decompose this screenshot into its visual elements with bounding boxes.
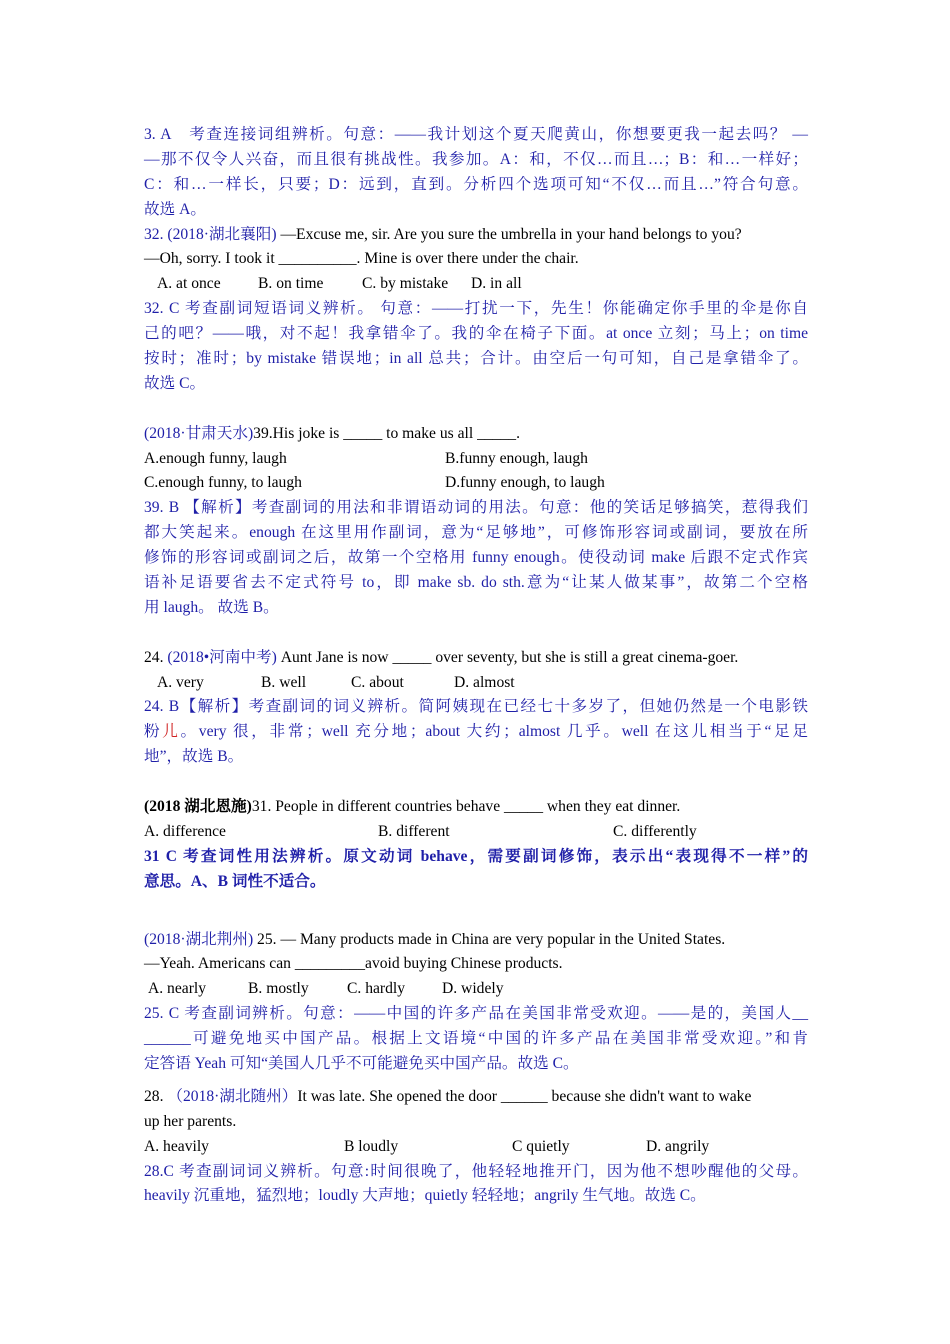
question-text: It was late. She opened the door ______ because she didn't want to wake — [297, 1087, 752, 1105]
explanation-line: 24. B【解析】考查副词的词义辨析。简阿姨现在已经七十多岁了，但她仍然是一个电影铁 — [144, 698, 808, 716]
explanation-line: C：和…一样长，只要；D：远到，直到。分析四个选项可知“不仅…而且…”符合句意。 — [144, 175, 808, 193]
option-c: C. differently — [613, 822, 697, 840]
question-line — [144, 795, 808, 820]
question-line — [144, 422, 808, 447]
option-c: C. about — [351, 673, 404, 691]
explanation-line: 定答语 Yeah 可知“美国人几乎不可能避免买中国产品。故选 C。 — [144, 1054, 579, 1072]
question-block-25 — [144, 928, 808, 1077]
option-a: A.enough funny, laugh — [144, 449, 287, 467]
document-page — [144, 123, 808, 1209]
explanation-line: 用 laugh。 故选 B。 — [144, 598, 279, 616]
explanation-line: 32. C 考查副词短语词义辨析。 句意：——打扰一下，先生！你能确定你手里的伞是你自 — [144, 300, 808, 318]
question-text: 39.His joke is _____ to make us all _____. — [253, 424, 520, 442]
explanation-line: 39. B 【解析】考查副词的用法和非谓语动词的用法。句意：他的笑话足够搞笑，惹得我们 — [144, 499, 808, 517]
question-text: 25. — Many products made in China are very popular in the United States. — [253, 930, 726, 948]
option-b: B.funny enough, laugh — [445, 449, 588, 467]
options-row — [144, 977, 808, 1002]
question-block-39 — [144, 422, 808, 621]
option-d: D. angrily — [646, 1137, 710, 1155]
option-a: A. very — [157, 673, 204, 691]
options-row — [144, 820, 808, 845]
question-line — [144, 223, 808, 248]
explanation-line: 都大笑起来。enough 在这里用作副词，意为“足够地”，可修饰形容词或副词，要放在所 — [144, 524, 808, 542]
explanation-line: 3. A 考查连接词组辨析。句意：——我计划这个夏天爬黄山，你想要更我一起去吗？ — — [144, 126, 808, 143]
explanation-line: 故选 C。 — [144, 374, 206, 392]
question-source: （2018·湖北随州） — [167, 1087, 298, 1105]
option-a: A. nearly — [148, 980, 207, 998]
question-number: 28. — [144, 1087, 168, 1105]
explanation-line: —那不仅令人兴奋，而且很有挑战性。我参加。A：和，不仅…而且…；B：和…一样好； — [144, 150, 808, 168]
explanation-line: 25. C 考查副词辨析。句意：——中国的许多产品在美国非常受欢迎。——是的，美国人__ — [144, 1005, 808, 1023]
highlighted-char: 儿 — [162, 723, 181, 741]
answer-block-3 — [144, 123, 808, 223]
explanation-line: 28.C 考查副词词义辨析。句意:时间很晚了，他轻轻地推开门，因为他不想吵醒他的父母。 — [144, 1162, 808, 1180]
explanation-line: 修饰的形容词或副词之后，故第一个空格用 funny enough。使役动词 make 后跟不定式作宾 — [144, 549, 808, 567]
explanation-line: ______可避免地买中国产品。根据上文语境“中国的许多产品在美国非常受欢迎。”和肯 — [144, 1030, 808, 1048]
option-c: C. by mistake — [362, 275, 449, 293]
options-row — [144, 272, 808, 297]
explanation-line: heavily 沉重地，猛烈地；loudly 大声地；quietly 轻轻地；angrily 生气地。故选 C。 — [144, 1187, 706, 1205]
option-b: B. different — [378, 822, 450, 840]
explanation-line: 31 C 考查词性用法辨析。原文动词 behave，需要副词修饰，表示出“表现得不一样”的 — [144, 847, 808, 865]
question-source: (2018·湖北襄阳) — [167, 225, 277, 243]
option-a: A. at once — [157, 275, 221, 293]
options-row — [144, 1135, 808, 1160]
question-block-28 — [144, 1085, 808, 1209]
explanation-line: 己的吧？——哦，对不起！我拿错伞了。我的伞在椅子下面。at once 立刻；马上；on time — [144, 325, 808, 343]
option-b: B. on time — [258, 275, 324, 293]
explanation-line: 地”，故选 B。 — [144, 748, 244, 766]
explanation-line: 意思。A、B 词性不适合。 — [144, 872, 326, 890]
option-a: A. difference — [144, 822, 226, 840]
explanation-line: 语补足语要省去不定式符号 to，即 make sb. do sth.意为“让某人做某事”，故第二个空格 — [144, 574, 808, 592]
question-line: up her parents. — [144, 1112, 237, 1130]
question-line: —Oh, sorry. I took it __________. Mine is over there under the chair. — [144, 250, 579, 268]
option-c: C.enough funny, to laugh — [144, 474, 302, 492]
question-line — [144, 646, 808, 671]
question-source: (2018·甘肃天水) — [144, 424, 254, 442]
question-line — [144, 928, 808, 953]
options-row — [144, 471, 808, 496]
question-line: —Yeah. Americans can _________avoid buying Chinese products. — [144, 955, 563, 973]
question-source: (2018·湖北荆州) — [144, 930, 254, 948]
explanation-line: 粉儿。very 很，非常；well 充分地；about 大约；almost 几乎。well 在这儿相当于“足足 — [144, 723, 808, 741]
option-c: C quietly — [512, 1137, 570, 1155]
question-source: (2018 湖北恩施) — [144, 798, 252, 816]
option-c: C. hardly — [347, 980, 406, 998]
option-b: B. well — [261, 673, 307, 691]
explanation-line: 故选 A。 — [144, 200, 206, 218]
question-block-24 — [144, 646, 808, 770]
question-source: (2018•河南中考) — [167, 648, 277, 666]
option-d: D. almost — [454, 673, 515, 691]
options-row — [144, 671, 808, 696]
option-d: D. widely — [442, 980, 504, 998]
question-block-32 — [144, 223, 808, 397]
option-d: D.funny enough, to laugh — [445, 474, 605, 492]
question-block-31 — [144, 795, 808, 895]
options-row — [144, 447, 808, 472]
option-b: B. mostly — [248, 980, 309, 998]
option-a: A. heavily — [144, 1137, 209, 1155]
option-d: D. in all — [471, 275, 522, 293]
question-text: Aunt Jane is now _____ over seventy, but she is still a great cinema-goer. — [276, 648, 739, 666]
explanation-line: 按时；准时；by mistake 错误地；in all 总共；合计。由空后一句可知，自己是拿错伞了。 — [144, 350, 808, 368]
question-text: —Excuse me, sir. Are you sure the umbrella in your hand belongs to you? — [276, 225, 742, 243]
question-number: 24. — [144, 648, 168, 666]
question-number: 32. — [144, 225, 168, 243]
option-b: B loudly — [344, 1137, 399, 1155]
question-line — [144, 1085, 808, 1110]
question-text: 31. People in different countries behave _____ when they eat dinner. — [251, 798, 681, 816]
